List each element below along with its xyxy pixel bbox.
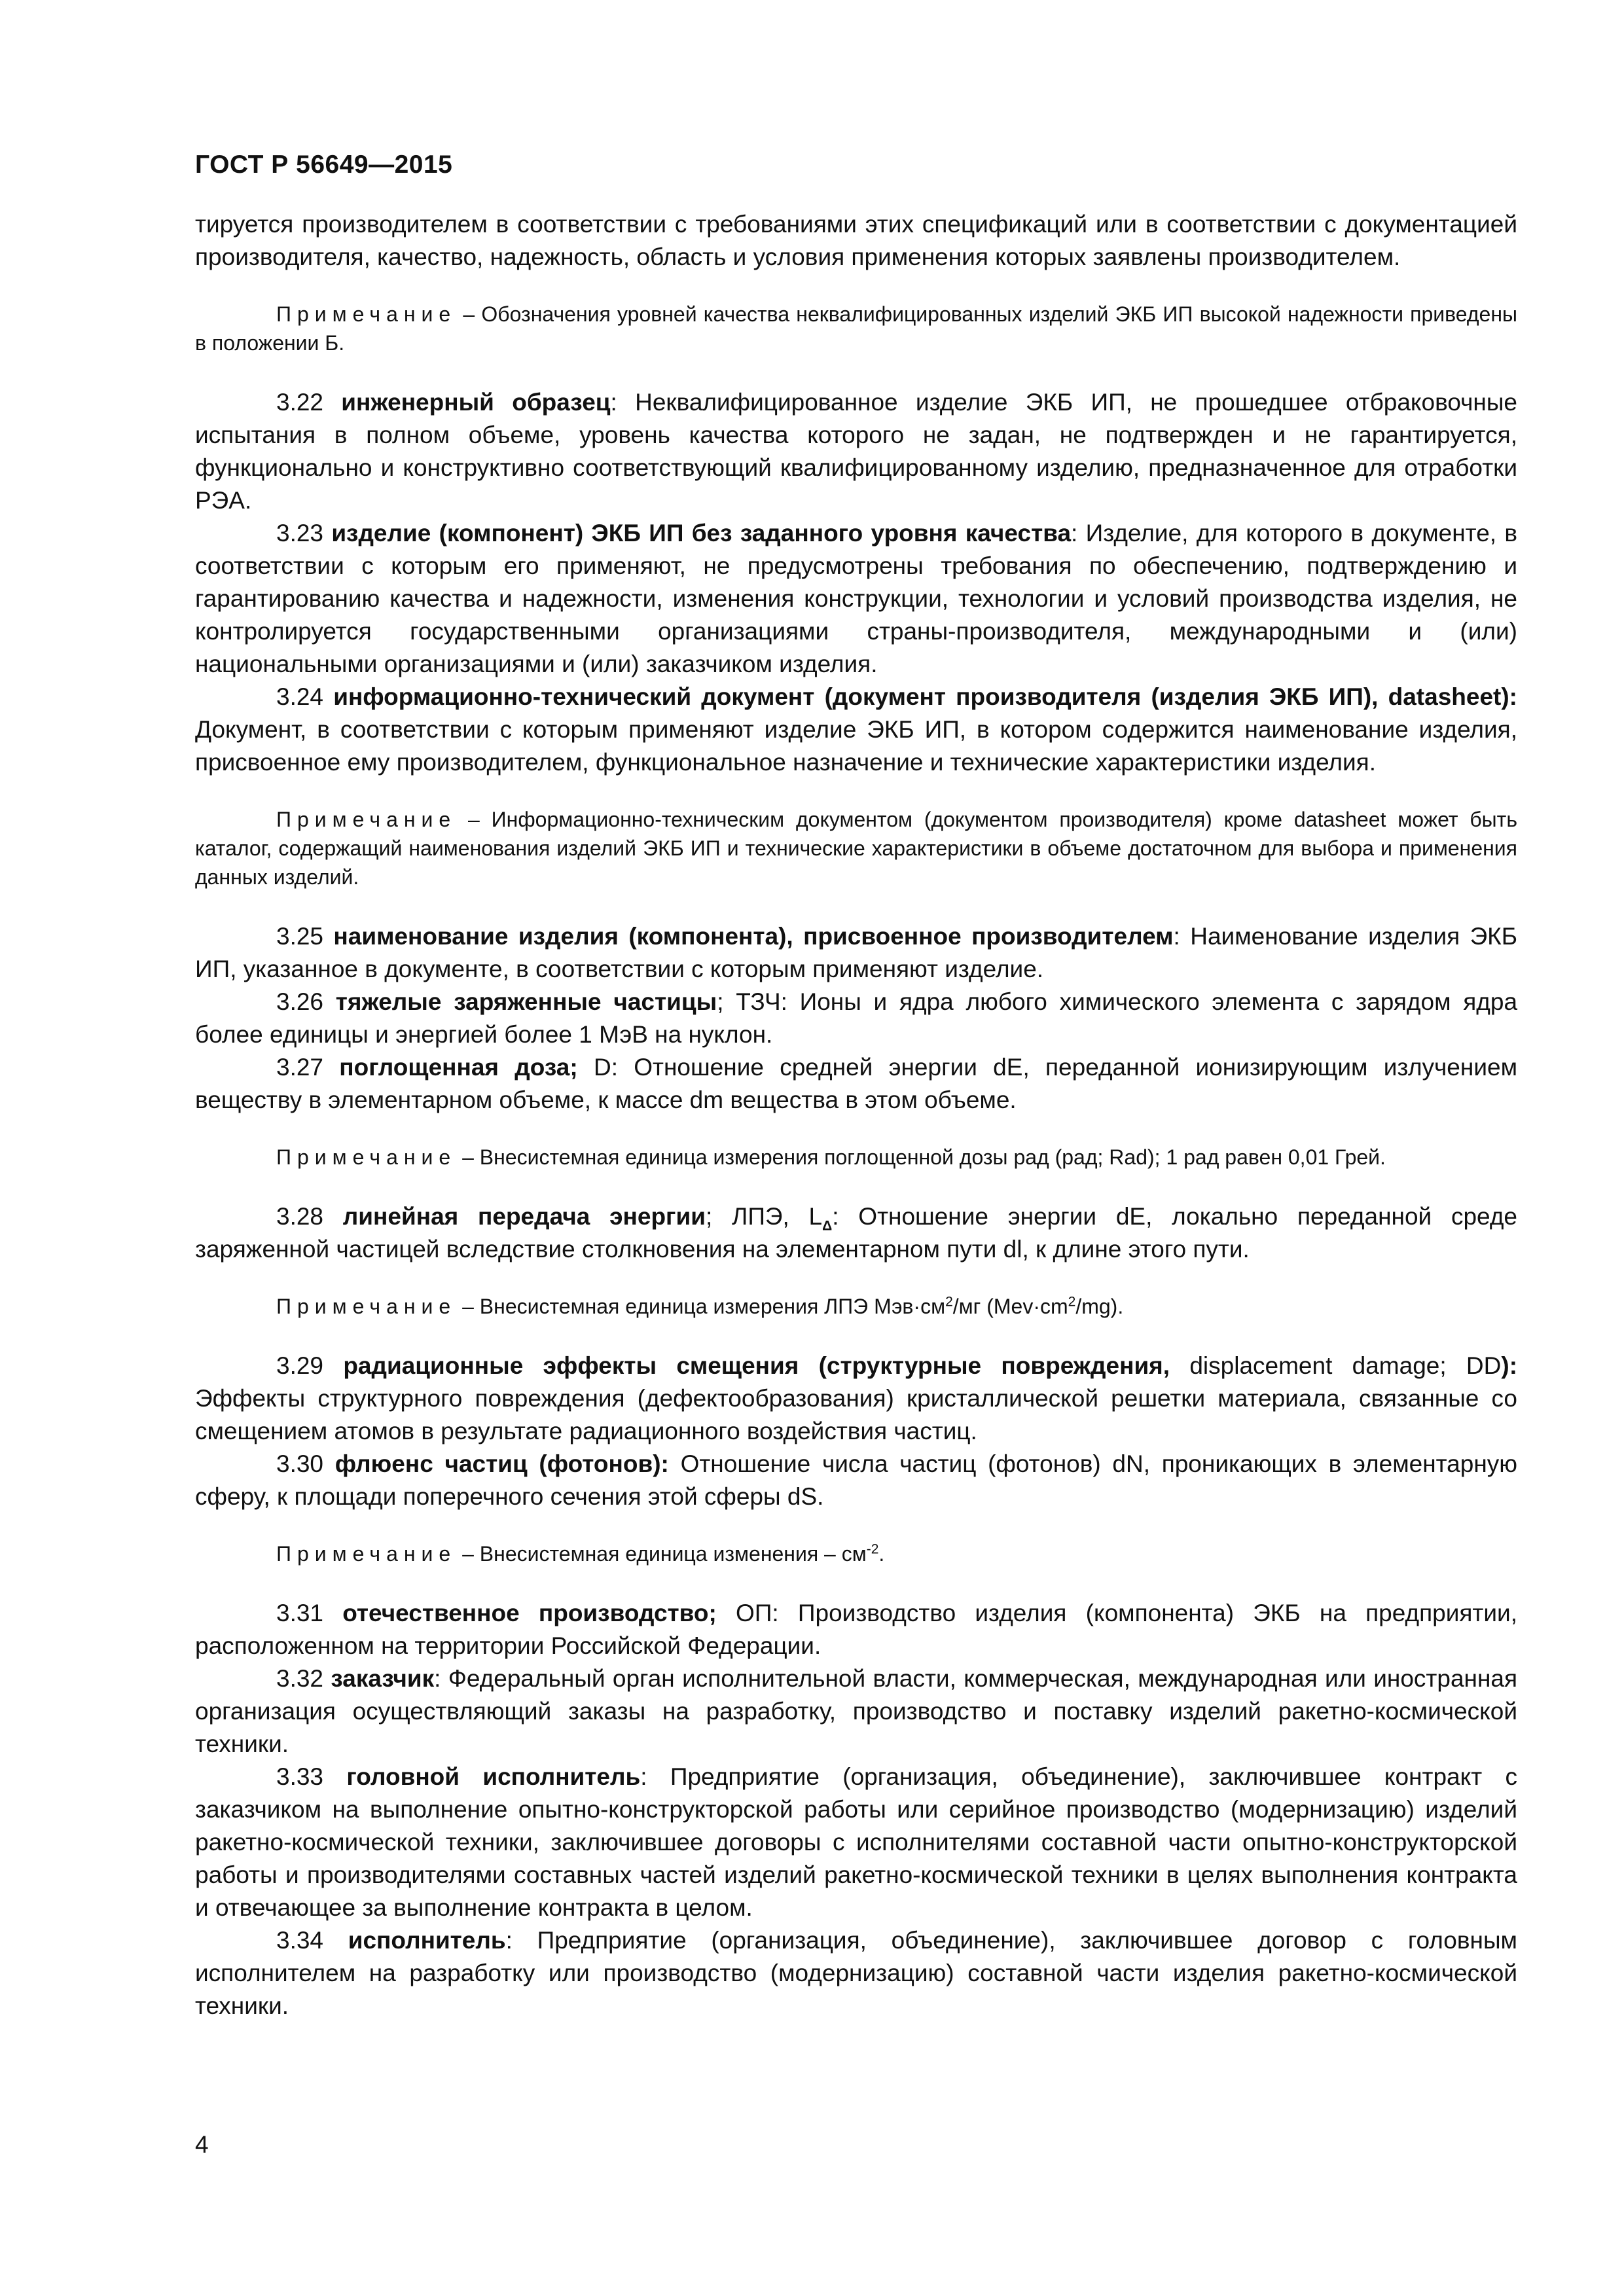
- note-4: [195, 1292, 1517, 1321]
- note-text: – Внесистемная единица измерения поглощенной дозы рад (рад; Rad); 1 рад равен 0,01 Грей.: [456, 1145, 1386, 1169]
- term-number: 3.28: [276, 1203, 324, 1230]
- term-3-27: [195, 1051, 1517, 1117]
- term-definition-part: displacement damage; DD: [1189, 1352, 1502, 1379]
- term-definition: Отношение числа частиц (фотонов) dN, проникающих в элементарную сферу, к площади поперечного сечения этой сферы dS.: [195, 1450, 1518, 1510]
- term-separator: :: [610, 389, 636, 416]
- term-definition: Неквалифицированное изделие ЭКБ ИП, не прошедшее отбраковочные испытания в полном объеме, уровень качества которого не задан, не подтвержден и не гарантируется, функционально и конструктивно соответствующий квалифицированному изделию, предназначенное для отработки РЭА.: [195, 389, 1517, 514]
- term-definition: Документ, в соответствии с которым применяют изделие ЭКБ ИП, в котором содержится наименование изделия, присвоенное ему производителем, функциональное назначение и технические характеристики изделия.: [195, 716, 1517, 776]
- term-3-28: [195, 1200, 1517, 1266]
- term-title: исполнитель: [348, 1927, 506, 1954]
- term-definition: Федеральный орган исполнительной власти, коммерческая, международная или иностранная организация осуществляющий заказы на разработку, производство и поставку изделий ракетно-космической техники.: [195, 1665, 1518, 1757]
- term-3-30: [195, 1448, 1517, 1513]
- note-1: [195, 300, 1517, 357]
- term-title-part: ):: [1501, 1352, 1518, 1379]
- note-text: – Информационно-техническим документом (документом производителя) кроме datasheet может быть каталог, содержащий наименования изделий ЭКБ ИП и технические характеристики в объеме достаточном для выбора и применения данных изделий.: [195, 808, 1517, 889]
- term-definition: Предприятие (организация, объединение), заключившее договор с головным исполнителем на разработку или производство (модернизацию) составной части изделия ракетно-космической техники.: [195, 1927, 1517, 2019]
- note-text-part: – Внесистемная единица изменения – см: [456, 1542, 867, 1566]
- term-separator: :: [434, 1665, 448, 1692]
- term-title: линейная передача энергии: [342, 1203, 706, 1230]
- note-label: Примечание: [276, 302, 457, 326]
- term-title: тяжелые заряженные частицы: [335, 988, 717, 1015]
- note-5: [195, 1539, 1517, 1568]
- term-number: 3.26: [276, 988, 324, 1015]
- term-title: поглощенная доза;: [339, 1054, 578, 1081]
- term-3-33: [195, 1761, 1517, 1924]
- term-definition: D: Отношение средней энергии dE, переданной ионизирующим излучением веществу в элементарном объеме, к массе dm вещества в этом объеме.: [195, 1054, 1518, 1113]
- note-text-part: /mg).: [1075, 1295, 1124, 1318]
- term-separator: [717, 1600, 736, 1626]
- term-3-34: [195, 1924, 1517, 2022]
- term-number: 3.32: [276, 1665, 324, 1692]
- intro-paragraph: тируется производителем в соответствии с требованиями этих спецификаций или в соответствии с документацией производителя, качество, надежность, область и условия применения которых заявлены производителем.: [195, 211, 1517, 270]
- term-separator: [669, 1450, 681, 1477]
- term-separator: :: [640, 1763, 670, 1790]
- note-label: Примечание: [276, 1145, 457, 1169]
- term-separator: ;: [705, 1203, 732, 1230]
- term-3-24: [195, 681, 1517, 779]
- term-3-22: [195, 386, 1517, 517]
- term-separator: ;: [717, 988, 736, 1015]
- term-definition: ТЗЧ: Ионы и ядра любого химического элемента с зарядом ядра более единицы и энергией более 1 МэВ на нуклон.: [195, 988, 1518, 1048]
- term-separator: [1170, 1352, 1189, 1379]
- term-title: изделие (компонент) ЭКБ ИП без заданного уровня качества: [331, 520, 1072, 547]
- term-3-23: [195, 517, 1517, 681]
- term-title: флюенс частиц (фотонов):: [334, 1450, 669, 1477]
- note-text-part: .: [878, 1542, 885, 1566]
- term-definition: ОП: Производство изделия (компонента) ЭКБ на предприятии, расположенном на территории Российской Федерации.: [195, 1600, 1517, 1659]
- term-definition-part: ЛПЭ, L: [732, 1203, 823, 1230]
- term-number: 3.23: [276, 520, 324, 547]
- term-number: 3.24: [276, 683, 324, 710]
- term-definition-part: : Отношение энергии dE, локально переданной среде заряженной частицей вследствие столкновения на элементарном пути dl, к длине этого пути.: [195, 1203, 1517, 1263]
- term-separator: :: [1071, 520, 1086, 547]
- note-label: Примечание: [276, 808, 457, 831]
- term-number: 3.33: [276, 1763, 324, 1790]
- term-number: 3.25: [276, 923, 324, 950]
- term-number: 3.27: [276, 1054, 324, 1081]
- term-number: 3.29: [276, 1352, 324, 1379]
- document-page: [195, 151, 1517, 2022]
- term-title: головной исполнитель: [346, 1763, 641, 1790]
- term-number: 3.34: [276, 1927, 324, 1954]
- term-number: 3.30: [276, 1450, 324, 1477]
- term-number: 3.22: [276, 389, 324, 416]
- term-separator: :: [505, 1927, 537, 1954]
- note-3: [195, 1143, 1517, 1172]
- note-text-part: /мг (Mev·cm: [952, 1295, 1068, 1318]
- note-superscript: 2: [945, 1294, 953, 1310]
- term-3-32: [195, 1662, 1517, 1761]
- term-title: информационно-технический документ (документ производителя (изделия ЭКБ ИП), datasheet):: [333, 683, 1517, 710]
- term-title: наименование изделия (компонента), присвоенное производителем: [333, 923, 1174, 950]
- note-label: Примечание: [276, 1295, 457, 1318]
- term-definition: Изделие, для которого в документе, в соответствии с которым его применяют, не предусмотрены требования по обеспечению, подтверждению и гарантированию качества и надежности, изменения конструкции, технологии и условий производства изделия, не контролируется государственными организациями страны-производителя, международными и (или) национальными организациями и (или) заказчиком изделия.: [195, 520, 1518, 677]
- note-superscript: -2: [866, 1541, 879, 1557]
- note-label: Примечание: [276, 1542, 457, 1566]
- term-separator: [578, 1054, 594, 1081]
- term-title: заказчик: [331, 1665, 435, 1692]
- term-separator: :: [1173, 923, 1191, 950]
- let-subscript: Δ: [822, 1218, 833, 1234]
- note-text-part: – Внесистемная единица измерения ЛПЭ Мэв·см: [456, 1295, 946, 1318]
- note-superscript: 2: [1068, 1294, 1076, 1310]
- page-number: 4: [195, 2131, 209, 2158]
- term-title: отечественное производство;: [342, 1600, 717, 1626]
- term-definition: Предприятие (организация, объединение), заключившее контракт с заказчиком на выполнение опытно-конструкторской работы или серийное производство (модернизацию) изделий ракетно-космической техники, заключившее договоры с исполнителями составной части опытно-конструкторской работы и производителями составных частей изделий ракетно-космической техники в целях выполнения контракта и отвечающее за выполнение контракта в целом.: [195, 1763, 1518, 1921]
- note-2: [195, 805, 1517, 891]
- term-3-25: [195, 920, 1517, 986]
- term-3-31: [195, 1597, 1517, 1662]
- term-3-26: [195, 986, 1517, 1051]
- term-title: инженерный образец: [341, 389, 611, 416]
- note-text: – Обозначения уровней качества неквалифицированных изделий ЭКБ ИП высокой надежности приведены в положении Б.: [195, 302, 1517, 355]
- term-title: радиационные эффекты смещения (структурные повреждения,: [343, 1352, 1170, 1379]
- term-definition: Наименование изделия ЭКБ ИП, указанное в документе, в соответствии с которым применяют изделие.: [195, 923, 1517, 982]
- term-number: 3.31: [276, 1600, 324, 1626]
- document-header: ГОСТ Р 56649—2015: [195, 151, 453, 179]
- term-3-29: [195, 1350, 1517, 1448]
- term-definition-part: Эффекты структурного повреждения (дефектообразования) кристаллической решетки материала, связанные со смещением атомов в результате радиационного воздействия частиц.: [195, 1385, 1517, 1444]
